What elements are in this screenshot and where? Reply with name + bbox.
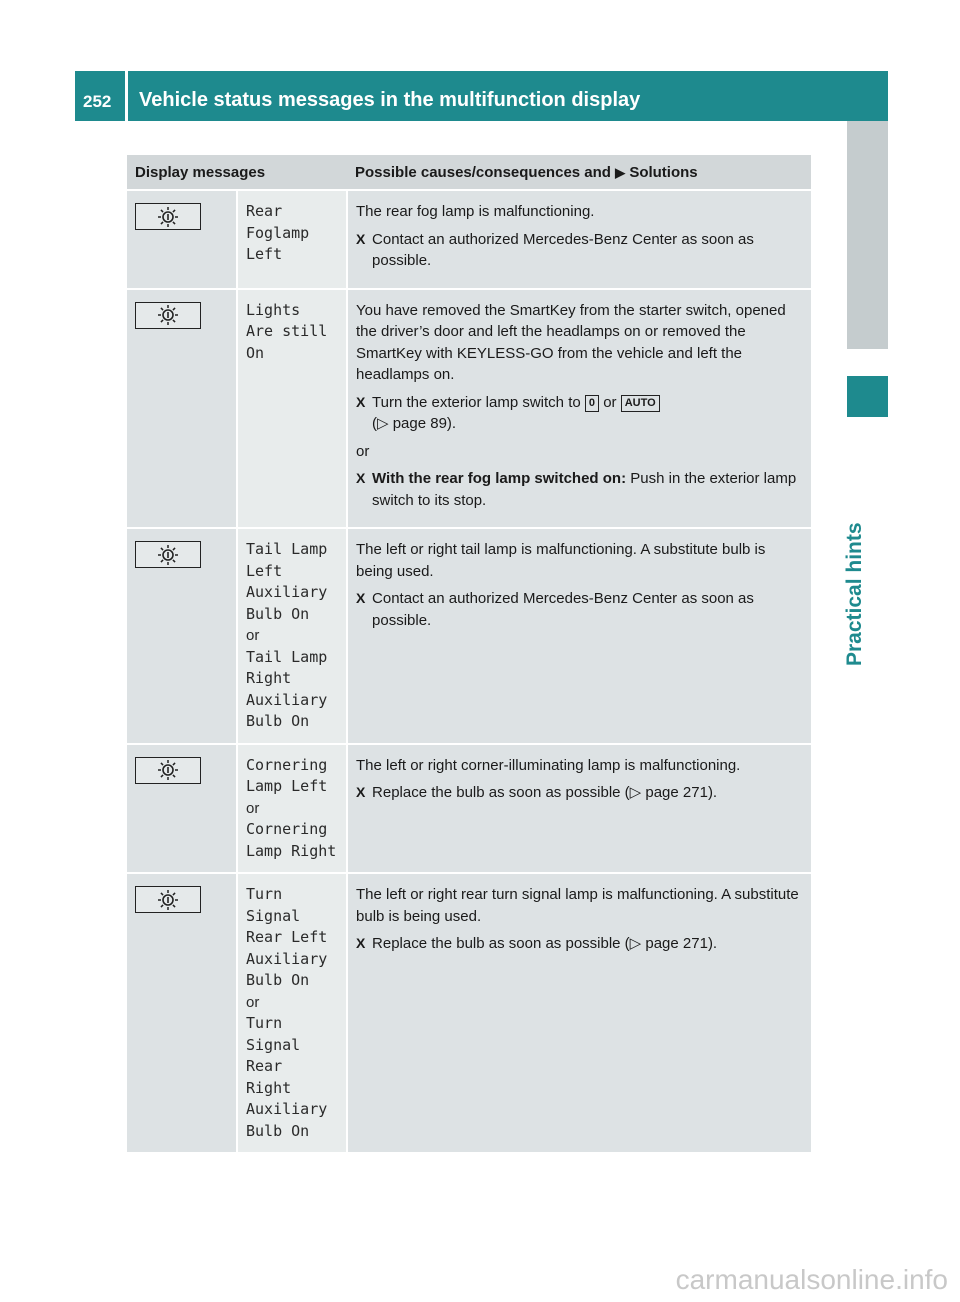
bulb-glyph bbox=[157, 544, 179, 566]
message-line: Rear Left bbox=[246, 928, 328, 946]
solution-cell bbox=[347, 744, 811, 874]
message-line: Lamp Left bbox=[246, 777, 328, 795]
step-or-text: or bbox=[603, 393, 617, 411]
solution-cell bbox=[347, 873, 811, 1153]
message-line: Signal bbox=[246, 1035, 301, 1054]
step-text: Replace the bulb as soon as possible (▷ page 271). bbox=[372, 784, 718, 801]
message-line: Auxiliary bbox=[246, 949, 328, 968]
or-separator: or bbox=[246, 799, 260, 817]
message-line: Rear bbox=[246, 1057, 283, 1075]
watermark: carmanualsonline.info bbox=[675, 1264, 948, 1295]
message-line: On bbox=[246, 343, 265, 362]
solution-step bbox=[356, 468, 803, 511]
icon-cell bbox=[127, 744, 237, 874]
col3-header-solutions: Solutions bbox=[629, 163, 698, 181]
message-line: Cornering bbox=[246, 755, 328, 774]
message-line: Rear bbox=[246, 202, 283, 220]
message-cell bbox=[237, 289, 347, 529]
message-line: Right bbox=[246, 669, 292, 687]
step-arrow-icon: X bbox=[356, 393, 366, 410]
message-line: Tail Lamp bbox=[246, 540, 328, 558]
message-line: Lamp Right bbox=[246, 841, 337, 860]
message-line: Auxiliary bbox=[246, 690, 328, 709]
lamp-switch-0-icon: 0 bbox=[585, 395, 599, 412]
or-separator: or bbox=[246, 627, 260, 644]
solution-step bbox=[356, 229, 803, 272]
page-title: Vehicle status messages in the multifunction display bbox=[139, 89, 641, 111]
table-row bbox=[127, 873, 811, 1153]
step-text: Push in the exterior lamp switch to its stop. bbox=[372, 470, 797, 509]
message-line: Turn bbox=[246, 885, 283, 903]
column-header-solutions bbox=[347, 155, 811, 190]
side-tab-grey-block bbox=[847, 121, 888, 349]
icon-cell bbox=[127, 528, 237, 744]
table-row bbox=[127, 744, 811, 874]
message-cell bbox=[237, 190, 347, 289]
side-tab bbox=[843, 121, 888, 1121]
col3-header-label: Possible causes/consequences and bbox=[355, 163, 611, 181]
step-arrow-icon: X bbox=[356, 935, 366, 951]
message-line: Turn bbox=[246, 1014, 283, 1032]
bulb-warning-icon bbox=[135, 302, 201, 329]
step-arrow-icon: X bbox=[356, 590, 366, 606]
step-text: Replace the bulb as soon as possible (▷ page 271). bbox=[372, 935, 718, 952]
message-line: Right bbox=[246, 1078, 292, 1097]
table-header-row bbox=[127, 155, 811, 190]
bulb-warning-icon bbox=[135, 203, 201, 230]
cause-text: The rear fog lamp is malfunctioning. bbox=[356, 203, 595, 220]
message-line: Are still bbox=[246, 322, 328, 340]
message-cell bbox=[237, 744, 347, 874]
step-text: Turn the exterior lamp switch to bbox=[372, 393, 581, 411]
lamp-switch-auto-icon: AUTO bbox=[621, 395, 660, 412]
message-line: Lights bbox=[246, 300, 301, 319]
message-line: Cornering bbox=[246, 820, 328, 838]
section-label: Practical hints bbox=[843, 522, 866, 666]
solution-cell bbox=[347, 190, 811, 289]
message-line: Bulb On bbox=[246, 971, 310, 989]
message-line: Foglamp bbox=[246, 223, 310, 242]
table-row bbox=[127, 289, 811, 529]
page-reference: (▷ page 89). bbox=[372, 415, 457, 432]
message-line: Left bbox=[246, 561, 283, 580]
bulb-glyph bbox=[157, 889, 179, 911]
solution-cell bbox=[347, 528, 811, 744]
icon-cell bbox=[127, 190, 237, 289]
step-condition: With the rear fog lamp switched on: bbox=[372, 470, 627, 487]
messages-table bbox=[127, 155, 811, 1154]
solution-cell bbox=[347, 289, 811, 529]
header-divider bbox=[125, 71, 128, 121]
step-arrow-icon: X bbox=[356, 784, 366, 800]
step-text: Contact an authorized Mercedes-Benz Center as soon as possible. bbox=[372, 590, 754, 629]
message-line: Bulb On bbox=[246, 604, 310, 623]
message-line: Left bbox=[246, 245, 283, 263]
cause-text: The left or right tail lamp is malfunctioning. A substitute bulb is being used. bbox=[356, 541, 766, 580]
or-separator: or bbox=[356, 442, 370, 460]
message-line: Bulb On bbox=[246, 712, 310, 730]
message-line: Bulb On bbox=[246, 1121, 310, 1140]
table-row bbox=[127, 528, 811, 744]
side-tab-marker bbox=[847, 376, 888, 417]
cause-text: You have removed the SmartKey from the starter switch, opened the driver’s door and left the headlamps on or removed the SmartKey with KEYLESS-GO from the vehicle and left the headlamps on. bbox=[356, 301, 786, 383]
message-line: Tail Lamp bbox=[246, 647, 328, 666]
bulb-warning-icon bbox=[135, 541, 201, 568]
bulb-glyph bbox=[157, 759, 179, 781]
solution-step bbox=[356, 933, 803, 955]
bulb-glyph bbox=[157, 206, 179, 228]
bulb-warning-icon bbox=[135, 886, 201, 913]
cause-text: The left or right rear turn signal lamp is malfunctioning. A substitute bulb is being used. bbox=[356, 886, 799, 925]
message-line: Signal bbox=[246, 906, 301, 925]
solution-step bbox=[356, 782, 803, 804]
step-arrow-icon: X bbox=[356, 230, 366, 247]
step-arrow-icon: X bbox=[356, 470, 366, 486]
step-text: Contact an authorized Mercedes-Benz Center as soon as possible. bbox=[372, 230, 754, 269]
solution-step bbox=[356, 392, 803, 435]
play-arrow-icon: ▶ bbox=[615, 164, 626, 180]
icon-cell bbox=[127, 289, 237, 529]
col1-header-label: Display messages bbox=[135, 163, 266, 181]
column-header-display-messages bbox=[127, 155, 347, 190]
table-row bbox=[127, 190, 811, 289]
message-line: Auxiliary bbox=[246, 583, 328, 601]
message-cell bbox=[237, 873, 347, 1153]
page-number: 252 bbox=[83, 92, 112, 111]
cause-text: The left or right corner-illuminating lamp is malfunctioning. bbox=[356, 756, 741, 774]
message-cell bbox=[237, 528, 347, 744]
icon-cell bbox=[127, 873, 237, 1153]
or-separator: or bbox=[246, 993, 260, 1011]
bulb-warning-icon bbox=[135, 757, 201, 784]
solution-step bbox=[356, 588, 803, 631]
bulb-glyph bbox=[157, 304, 179, 326]
message-line: Auxiliary bbox=[246, 1100, 328, 1118]
